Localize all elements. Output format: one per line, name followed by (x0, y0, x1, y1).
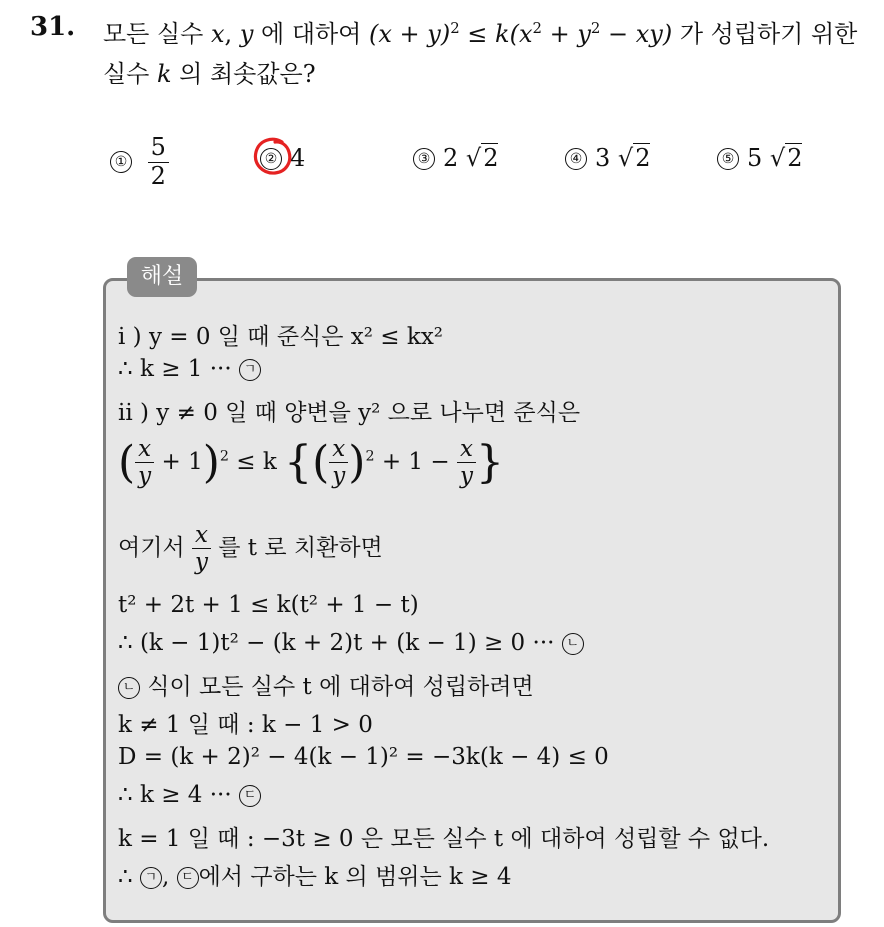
answer-circle-mark (251, 135, 295, 179)
choice-number-3: ③ (413, 148, 435, 170)
circled-giyeok-mark: ㄱ (140, 867, 162, 889)
red-circle-stroke (255, 139, 289, 173)
solution-line-5: 여기서 $\frac{x}{y}$ 를 t 로 치환하면 (118, 522, 383, 576)
question-number: 31. (30, 12, 76, 42)
circled-digeut-mark: ㄷ (177, 867, 199, 889)
choice-1[interactable] (110, 134, 169, 190)
choice-2-value: 4 (290, 144, 306, 172)
circled-nieun-mark: ㄴ (562, 633, 584, 655)
choice-5[interactable]: ⑤ 5 √2 (717, 144, 802, 172)
question-text-line-1: 모든 실수 x, y 에 대하여 $(x + y)^2 \le k(x^2 + y^2 - xy)$ 가 성립하기 위한 (103, 19, 858, 48)
choice-1-fraction: $\frac{5}{2}$ (148, 134, 169, 190)
answer-choices (0, 130, 884, 200)
solution-line-9: k ≠ 1 일 때 : k − 1 > 0 (118, 712, 373, 738)
solution-line-1: i ) y = 0 일 때 준식은 x² ≤ kx² (118, 324, 444, 350)
solution-line-3: ii ) y ≠ 0 일 때 양변을 y² 으로 나누면 준식은 (118, 400, 581, 426)
solution-line-7: ∴ (k − 1)t² − (k + 2)t + (k − 1) ≥ 0 ··· ㄴ (118, 630, 584, 656)
solution-line-8: ㄴ 식이 모든 실수 t 에 대하여 성립하려면 (118, 668, 534, 701)
solution-line-12: k = 1 일 때 : −3t ≥ 0 은 모든 실수 t 에 대하여 성립할 수 없다. (118, 826, 770, 852)
solution-line-10: D = (k + 2)² − 4(k − 1)² = −3k(k − 4) ≤ 0 (118, 744, 609, 770)
circled-giyeok-mark: ㄱ (239, 359, 261, 381)
solution-line-2: ∴ k ≥ 1 ··· ㄱ (118, 356, 261, 382)
question-text-line-2: 실수 k 의 최솟값은? (103, 60, 316, 88)
choice-3[interactable]: ③ 2 √2 (413, 144, 498, 172)
choice-number-1: ① (110, 151, 132, 173)
choice-number-5: ⑤ (717, 148, 739, 170)
choice-4[interactable]: ④ 3 √2 (565, 144, 650, 172)
solution-line-6: t² + 2t + 1 ≤ k(t² + 1 − t) (118, 592, 419, 618)
circled-digeut-mark: ㄷ (239, 785, 261, 807)
choice-number-4: ④ (565, 148, 587, 170)
choice-number-2: ② (260, 148, 282, 170)
circled-nieun-mark: ㄴ (118, 677, 140, 699)
solution-line-4: ( $\frac{x}{y}$ + 1)$^2$ ≤ k {( $\frac{x}{y}$ )$^2$ + 1 − $\frac{x}{y}$ } (118, 436, 504, 490)
solution-line-13: ∴ ㄱ , ㄷ 에서 구하는 k 의 범위는 k ≥ 4 (118, 864, 512, 890)
solution-tag: 해설 (127, 257, 197, 297)
solution-line-11: ∴ k ≥ 4 ··· ㄷ (118, 782, 261, 808)
